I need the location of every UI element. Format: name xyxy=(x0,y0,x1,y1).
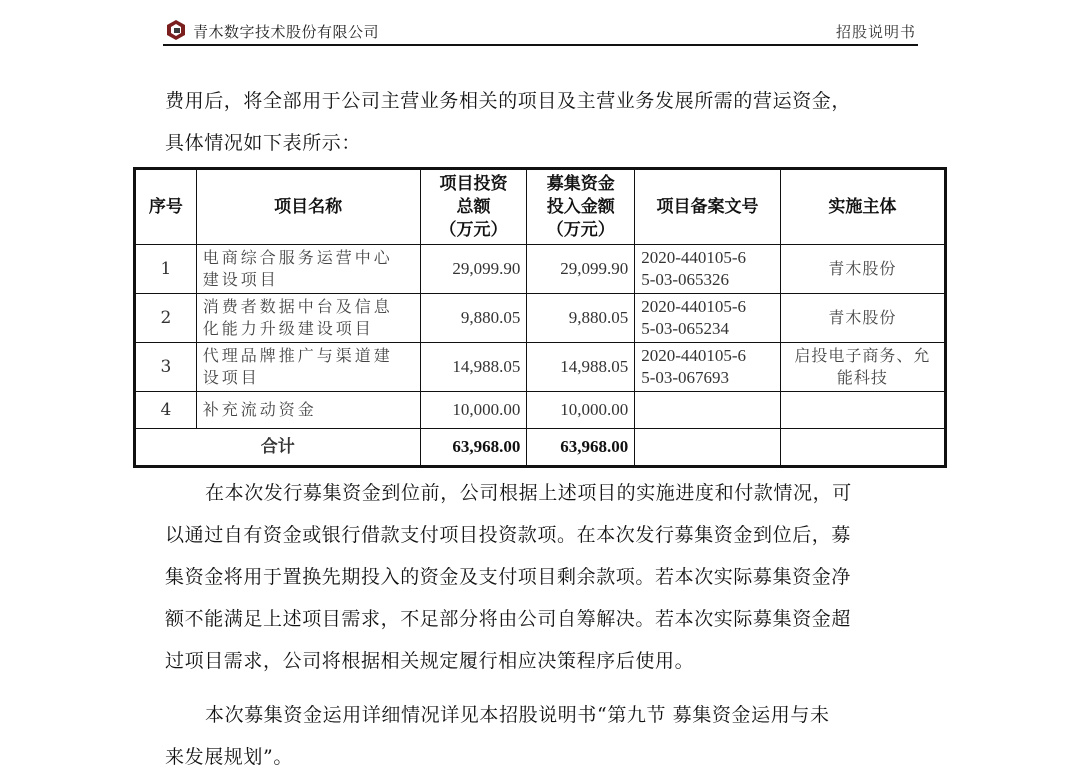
col-header-raised-funds: 募集资金 投入金额 （万元） xyxy=(527,169,635,245)
cell-entity xyxy=(780,392,945,429)
col-header-entity: 实施主体 xyxy=(780,169,945,245)
col-header-filing-number: 项目备案文号 xyxy=(635,169,781,245)
table-row xyxy=(135,392,946,429)
cell-project-name: 代理品牌推广与渠道建 设项目 xyxy=(196,343,420,392)
cell-project-name: 电商综合服务运营中心 建设项目 xyxy=(196,245,420,294)
text-line: 集资金将用于置换先期投入的资金及支付项目剩余款项。若本次实际募集资金净 xyxy=(165,566,852,588)
cell-seq: 1 xyxy=(135,245,197,294)
cell-total: 29,099.90 xyxy=(420,245,527,294)
cell-total-investment-sum: 63,968.00 xyxy=(420,429,527,467)
table-header-row xyxy=(135,169,946,245)
text-line: 具体情况如下表所示： xyxy=(165,132,362,154)
cell-filing xyxy=(635,392,781,429)
hexagon-logo-icon xyxy=(165,19,187,41)
document-title: 招股说明书 xyxy=(835,23,916,41)
cell-empty xyxy=(635,429,781,467)
cell-raised: 29,099.90 xyxy=(527,245,635,294)
cell-entity: 青木股份 xyxy=(780,245,945,294)
cell-total: 14,988.05 xyxy=(420,343,527,392)
cell-entity: 青木股份 xyxy=(780,294,945,343)
cell-raised: 9,880.05 xyxy=(527,294,635,343)
cell-total-label: 合计 xyxy=(135,429,421,467)
cell-raised: 14,988.05 xyxy=(527,343,635,392)
text-line: 来发展规划”。 xyxy=(165,746,293,768)
text-line: 费用后，将全部用于公司主营业务相关的项目及主营业务发展所需的营运资金， xyxy=(165,90,852,112)
text-line: 额不能满足上述项目需求，不足部分将由公司自筹解决。若本次实际募集资金超 xyxy=(165,608,852,630)
cell-raised-funds-sum: 63,968.00 xyxy=(527,429,635,467)
table-total-row xyxy=(135,429,946,467)
table-row xyxy=(135,294,946,343)
fund-usage-table xyxy=(133,167,947,468)
cell-empty xyxy=(780,429,945,467)
cell-seq: 3 xyxy=(135,343,197,392)
fund-arrangement-paragraph xyxy=(165,472,915,682)
table-row xyxy=(135,343,946,392)
text-line: 以通过自有资金或银行借款支付项目投资款项。在本次发行募集资金到位后，募 xyxy=(165,524,852,546)
table-row xyxy=(135,245,946,294)
text-line: 在本次发行募集资金到位前，公司根据上述项目的实施进度和付款情况，可 xyxy=(205,482,852,504)
cell-total: 10,000.00 xyxy=(420,392,527,429)
cell-seq: 2 xyxy=(135,294,197,343)
cell-filing: 2020-440105-6 5-03-067693 xyxy=(635,343,781,392)
intro-paragraph xyxy=(165,80,915,164)
cell-project-name: 消费者数据中台及信息 化能力升级建设项目 xyxy=(196,294,420,343)
reference-paragraph xyxy=(165,694,915,778)
cell-seq: 4 xyxy=(135,392,197,429)
cell-filing: 2020-440105-6 5-03-065326 xyxy=(635,245,781,294)
col-header-project-name: 项目名称 xyxy=(196,169,420,245)
page-header xyxy=(163,16,918,46)
col-header-total-investment: 项目投资 总额 （万元） xyxy=(420,169,527,245)
company-name: 青木数字技术股份有限公司 xyxy=(193,23,380,41)
cell-raised: 10,000.00 xyxy=(527,392,635,429)
text-line: 本次募集资金运用详细情况详见本招股说明书“第九节 募集资金运用与未 xyxy=(205,704,830,726)
cell-filing: 2020-440105-6 5-03-065234 xyxy=(635,294,781,343)
text-line: 过项目需求，公司将根据相关规定履行相应决策程序后使用。 xyxy=(165,650,695,672)
cell-project-name: 补充流动资金 xyxy=(196,392,420,429)
col-header-seq: 序号 xyxy=(135,169,197,245)
cell-entity: 启投电子商务、允 能科技 xyxy=(780,343,945,392)
cell-total: 9,880.05 xyxy=(420,294,527,343)
